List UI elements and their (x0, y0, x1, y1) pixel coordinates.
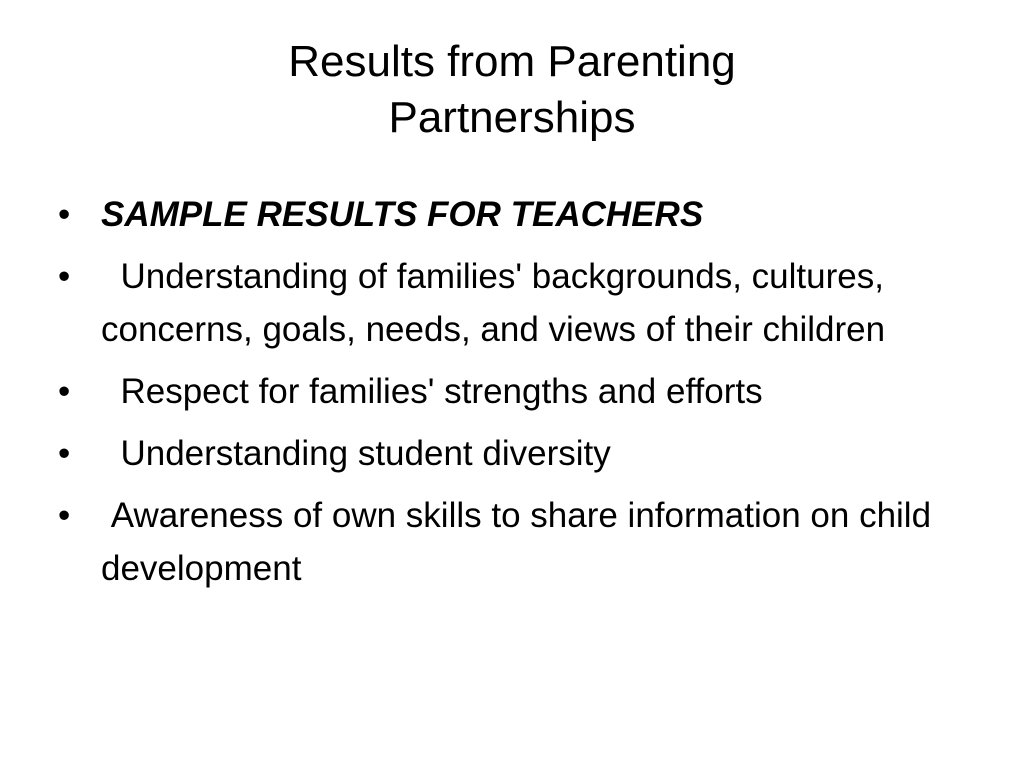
bullet-dot-icon: • (58, 496, 71, 535)
bullet-item-understanding-families (58, 250, 998, 356)
bullet-text: Respect for families' strengths and efforts (101, 372, 763, 411)
bullet-item-respect (58, 365, 998, 418)
bullet-dot-icon: • (58, 257, 71, 296)
bullet-dot-icon: • (58, 195, 71, 234)
bullet-item-sample-results (58, 188, 998, 241)
slide-title-line-1: Results from Parenting (288, 37, 736, 86)
bullet-item-diversity (58, 427, 998, 480)
bullet-list (58, 188, 998, 604)
bullet-text: Understanding student diversity (101, 434, 611, 473)
slide-title (80, 34, 944, 146)
bullet-text: Understanding of families' backgrounds, cultures, concerns, goals, needs, and views of their children (101, 257, 894, 349)
bullet-dot-icon: • (58, 372, 71, 411)
bullet-item-awareness (58, 489, 998, 595)
bullet-text: Awareness of own skills to share information on child development (101, 496, 941, 588)
bullet-text: SAMPLE RESULTS FOR TEACHERS (101, 195, 704, 234)
slide-title-line-2: Partnerships (388, 93, 636, 142)
bullet-dot-icon: • (58, 434, 71, 473)
